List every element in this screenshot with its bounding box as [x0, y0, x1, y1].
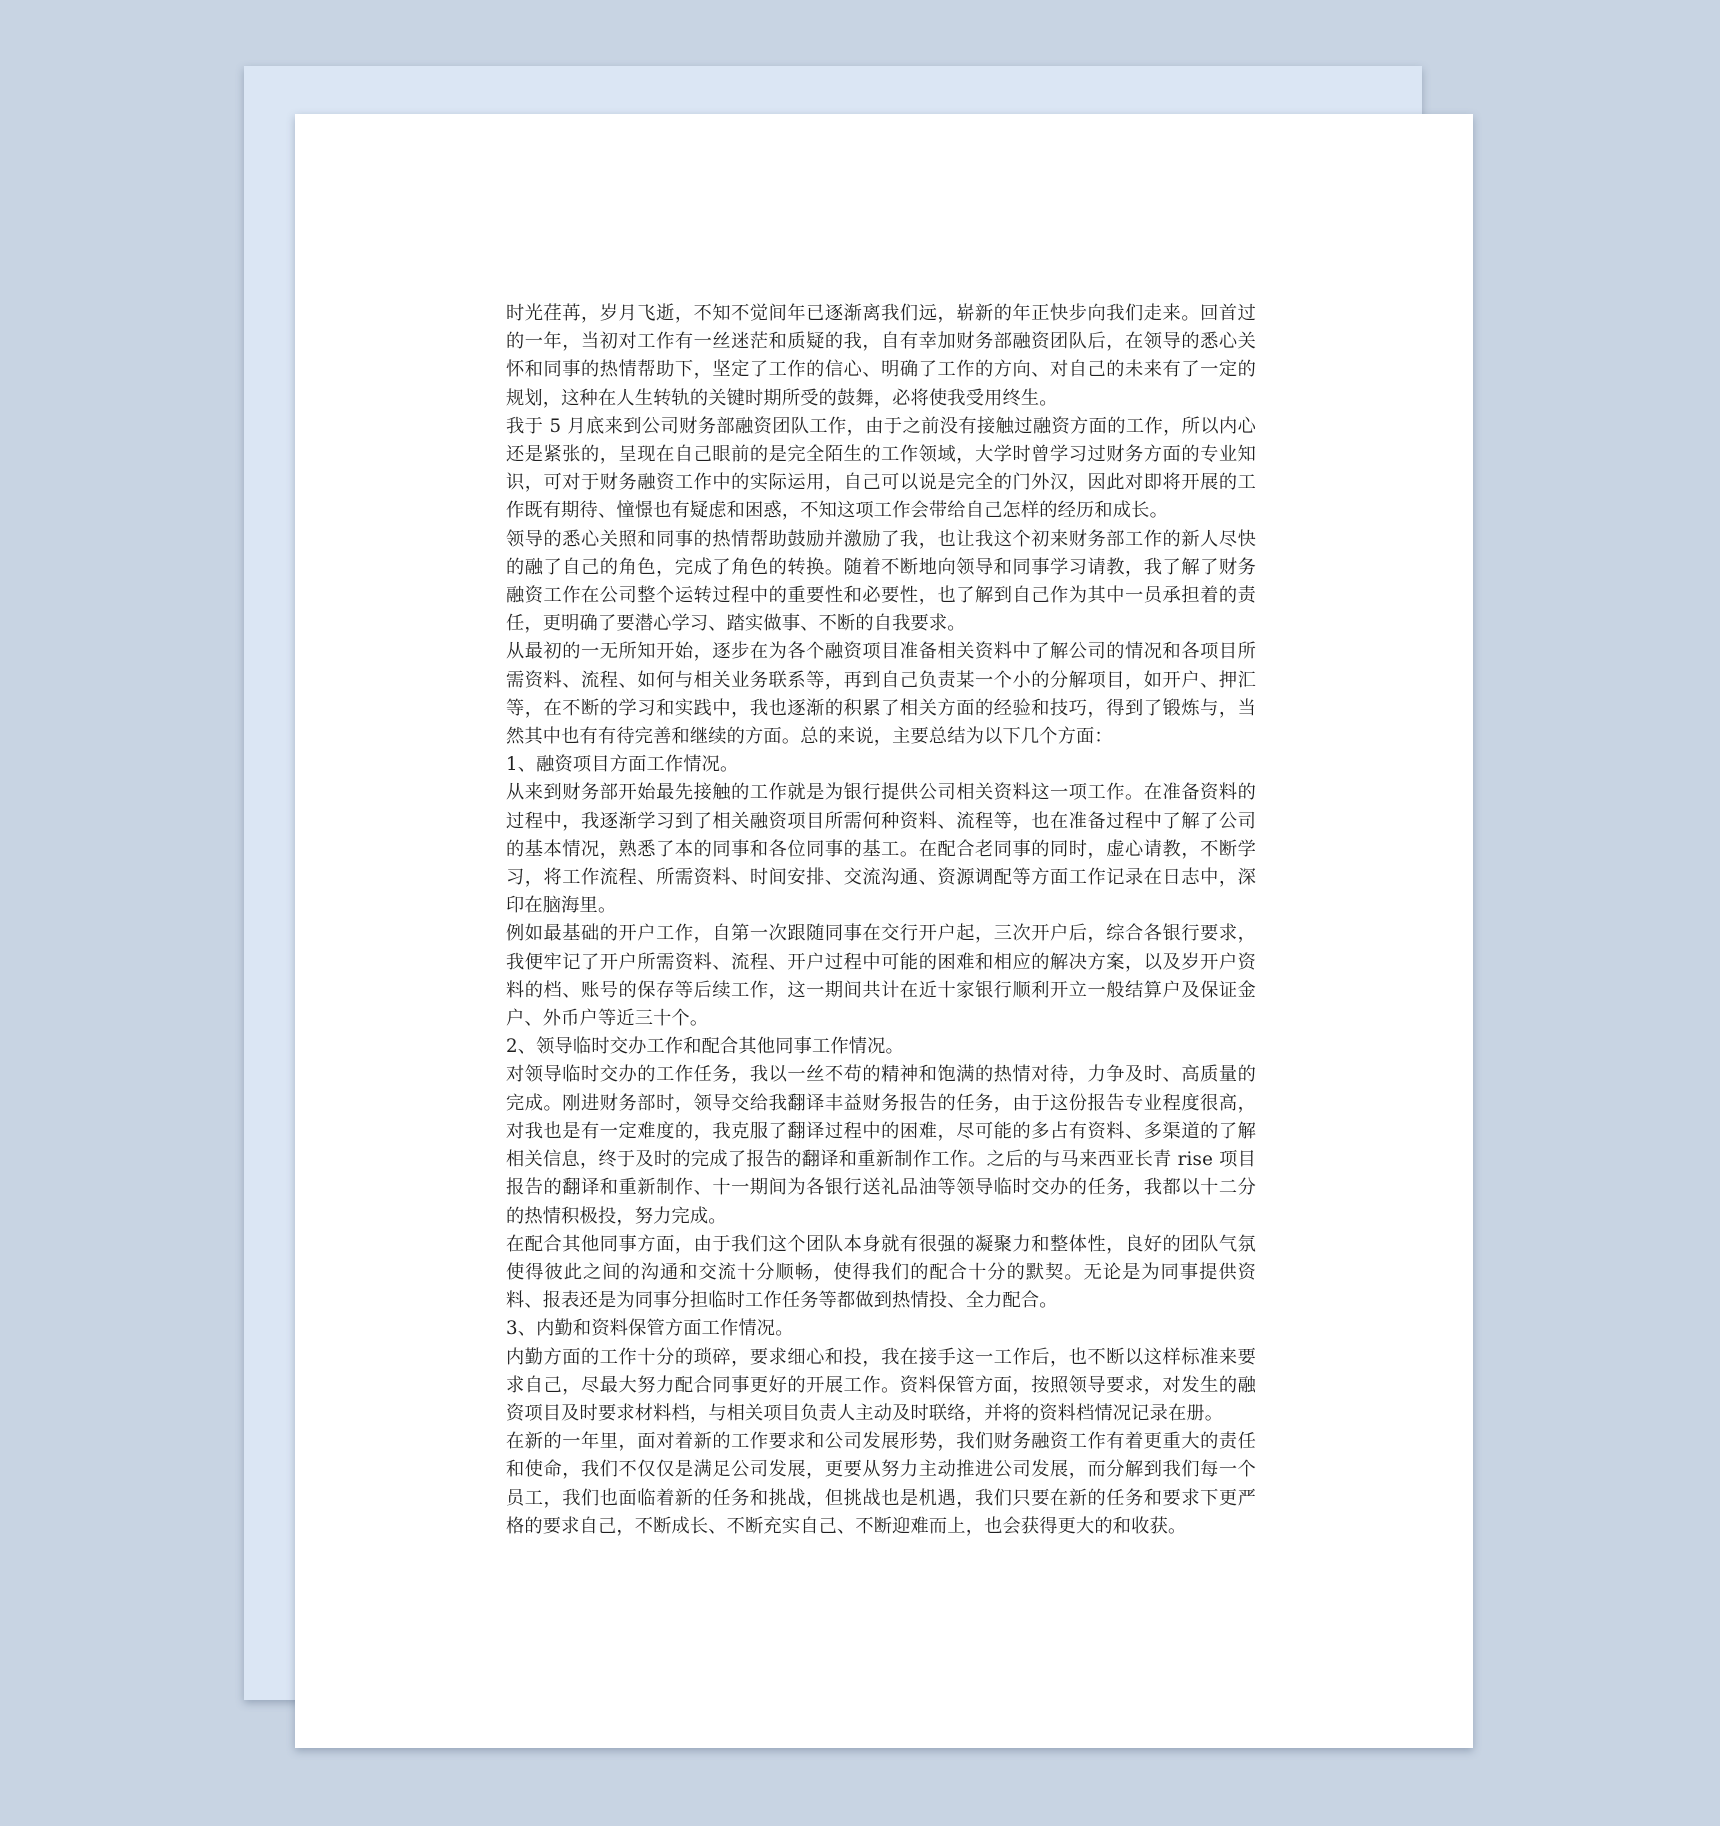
document-page — [295, 114, 1473, 1748]
paragraph-temporary-tasks: 对领导临时交办的工作任务，我以一丝不苟的精神和饱满的热情对待，力争及时、高质量的完成。刚进财务部时，领导交给我翻译丰益财务报告的任务，由于这份报告专业程度很高，对我也是有一定难度的，我克服了翻译过程中的困难，尽可能的多占有资料、多渠道的了解相关信息，终于及时的完成了报告的翻译和重新制作工作。之后的与马来西亚长青 rise 项目报告的翻译和重新制作、十一期间为各银行送礼品油等领导临时交办的任务，我都以十二分的热情积极投，努力完成。 — [506, 1064, 1256, 1227]
paragraph-new-year: 在新的一年里，面对着新的工作要求和公司发展形势，我们财务融资工作有着更重大的责任和使命，我们不仅仅是满足公司发展，更要从努力主动推进公司发展，而分解到我们每一个员工，我们也面临着新的任务和挑战，但挑战也是机遇，我们只要在新的任务和要求下更严格的要求自己，不断成长、不断充实自己、不断迎难而上，也会获得更大的和收获。 — [506, 1431, 1256, 1537]
document-body — [506, 300, 1256, 1541]
paragraph-account-opening: 例如最基础的开户工作，自第一次跟随同事在交行开户起，三次开户后，综合各银行要求，我便牢记了开户所需资料、流程、开户过程中可能的困难和相应的解决方案，以及岁开户资料的档、账号的保存等后续工作，这一期间共计在近十家银行顺利开立一般结算户及保证金户、外币户等近三十个。 — [506, 923, 1256, 1030]
paragraph-team-cooperation: 在配合其他同事方面，由于我们这个团队本身就有很强的凝聚力和整体性，良好的团队气氛使得彼此之间的沟通和交流十分顺畅，使得我们的配合十分的默契。无论是为同事提供资料、报表还是为同事分担临时工作任务等都做到热情投、全力配合。 — [506, 1233, 1256, 1312]
paragraph-intro: 时光荏苒，岁月飞逝，不知不觉间年已逐渐离我们远，崭新的年正快步向我们走来。回首过的一年，当初对工作有一丝迷茫和质疑的我，自有幸加财务部融资团队后，在领导的悉心关怀和同事的热情帮助下，坚定了工作的信心、明确了工作的方向、对自己的未来有了一定的规划，这种在人生转轨的关键时期所受的鼓舞，必将使我受用终生。 — [506, 303, 1256, 409]
paragraph-joining: 我于 5 月底来到公司财务部融资团队工作，由于之前没有接触过融资方面的工作，所以内心还是紧张的，呈现在自己眼前的是完全陌生的工作领域，大学时曾学习过财务方面的专业知识，可对于财务融资工作中的实际运用，自己可以说是完全的门外汉，因此对即将开展的工作既有期待、憧憬也有疑虑和困惑，不知这项工作会带给自己怎样的经历和成长。 — [506, 415, 1256, 522]
section-heading-2: 2、领导临时交办工作和配合其他同事工作情况。 — [506, 1036, 904, 1058]
paragraph-encouragement: 领导的悉心关照和同事的热情帮助鼓励并激励了我，也让我这个初来财务部工作的新人尽快的融了自己的角色，完成了角色的转换。随着不断地向领导和同事学习请教，我了解了财务融资工作在公司整个运转过程中的重要性和必要性，也了解到自己作为其中一员承担着的责任，更明确了要潜心学习、踏实做事、不断的自我要求。 — [506, 528, 1256, 635]
paragraph-learning: 从最初的一无所知开始，逐步在为各个融资项目准备相关资料中了解公司的情况和各项目所需资料、流程、如何与相关业务联系等，再到自己负责某一个小的分解项目，如开户、押汇等，在不断的学习和实践中，我也逐渐的积累了相关方面的经验和技巧，得到了锻炼与，当然其中也有有待完善和继续的方面。总的来说，主要总结为以下几个方面： — [506, 641, 1256, 748]
paragraph-office-records: 内勤方面的工作十分的琐碎，要求细心和投，我在接手这一工作后，也不断以这样标准来要求自己，尽最大努力配合同事更好的开展工作。资料保管方面，按照领导要求，对发生的融资项目及时要求材料档，与相关项目负责人主动及时联络，并将的资料档情况记录在册。 — [506, 1346, 1256, 1424]
section-heading-3: 3、内勤和资料保管方面工作情况。 — [506, 1318, 794, 1340]
paragraph-financing-projects: 从来到财务部开始最先接触的工作就是为银行提供公司相关资料这一项工作。在准备资料的过程中，我逐渐学习到了相关融资项目所需何种资料、流程等，也在准备过程中了解了公司的基本情况，熟悉了本的同事和各位同事的基工。在配合老同事的同时，虚心请教，不断学习，将工作流程、所需资料、时间安排、交流沟通、资源调配等方面工作记录在日志中，深印在脑海里。 — [506, 782, 1256, 917]
section-heading-1: 1、融资项目方面工作情况。 — [506, 754, 739, 776]
